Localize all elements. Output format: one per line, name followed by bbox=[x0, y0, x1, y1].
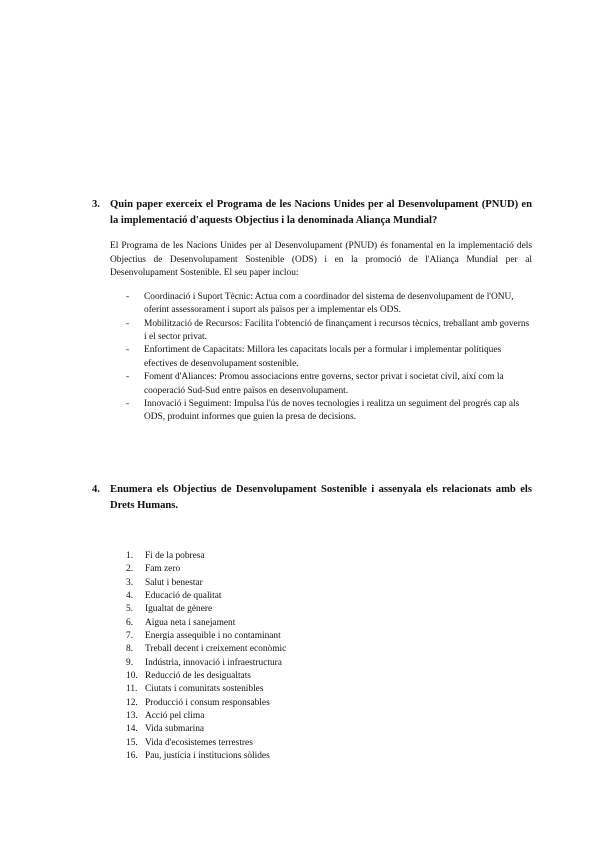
goal-number: 15. bbox=[126, 737, 138, 748]
list-item bbox=[126, 550, 286, 563]
list-item bbox=[126, 577, 286, 590]
list-item bbox=[126, 318, 532, 345]
goal-number: 10. bbox=[126, 671, 138, 682]
list-item bbox=[126, 643, 286, 656]
goal-number: 6. bbox=[126, 617, 134, 628]
list-item bbox=[126, 710, 286, 723]
question-3-number: 3. bbox=[92, 199, 100, 210]
goal-number: 3. bbox=[126, 577, 134, 588]
list-item bbox=[126, 723, 286, 736]
goal-number: 16. bbox=[126, 751, 138, 762]
goal-number: 1. bbox=[126, 551, 134, 561]
goal-label: Pau, justícia i institucions sòlides bbox=[145, 751, 270, 762]
bullet-text: Foment d'Aliances: Promou associacions entre governs, sector privat i societat civil, així com la cooperació Sud-Sud entre països en desenvolupament. bbox=[144, 372, 504, 396]
question-3-bullet-list bbox=[92, 291, 532, 425]
goal-label: Producció i consum responsables bbox=[145, 697, 270, 708]
list-item bbox=[126, 344, 532, 371]
bullet-dash: - bbox=[126, 291, 130, 302]
list-item bbox=[126, 697, 286, 710]
goal-number: 12. bbox=[126, 697, 138, 708]
bullet-text: Innovació i Seguiment: Impulsa l'ús de noves tecnologies i realitza un seguiment del progrés cap als ODS, produint informes que guien la presa de decisions. bbox=[144, 399, 520, 423]
bullet-dash: - bbox=[126, 318, 130, 329]
bullet-text: Mobilització de Recursos: Facilita l'obtenció de finançament i recursos tècnics, treballant amb governs i el sector privat. bbox=[144, 318, 530, 342]
goal-number: 7. bbox=[126, 631, 134, 642]
goal-label: Treball decent i creixement econòmic bbox=[145, 644, 287, 655]
bullet-text: Enfortiment de Capacitats: Millora les capacitats locals per a formular i implementar polítiques efectives de desenvolupament sostenible. bbox=[144, 345, 502, 369]
goal-label: Vida d'ecosistemes terrestres bbox=[145, 737, 253, 748]
sdg-list bbox=[126, 550, 286, 764]
list-item bbox=[126, 371, 532, 398]
goal-label: Fam zero bbox=[145, 564, 181, 575]
list-item bbox=[126, 291, 532, 318]
list-item bbox=[126, 737, 286, 750]
goal-label: Salut i benestar bbox=[145, 577, 203, 588]
question-4-heading bbox=[92, 482, 532, 513]
list-item bbox=[126, 563, 286, 576]
question-4 bbox=[92, 482, 532, 513]
goal-number: 2. bbox=[126, 564, 134, 575]
goal-label: Ciutats i comunitats sostenibles bbox=[145, 684, 264, 695]
list-item bbox=[126, 630, 286, 643]
goal-label: Acció pel clima bbox=[145, 711, 205, 722]
list-item bbox=[126, 603, 286, 616]
list-item bbox=[126, 657, 286, 670]
bullet-text: Coordinació i Suport Tècnic: Actua com a coordinador del sistema de desenvolupament de l'ONU, oferint assessorament i suport als països per a implementar els ODS. bbox=[144, 291, 514, 316]
goal-label: Indústria, innovació i infraestructura bbox=[145, 657, 282, 668]
bullet-dash: - bbox=[126, 345, 130, 356]
question-3-title: Quin paper exerceix el Programa de les Nacions Unides per al Desenvolupament (PNUD) en la implementació d'aquests Objectius i la denominada Aliança Mundial? bbox=[110, 199, 532, 226]
goal-label: Fi de la pobresa bbox=[145, 551, 205, 561]
goal-label: Energia assequible i no contaminant bbox=[145, 631, 281, 642]
goal-number: 11. bbox=[126, 684, 138, 695]
goal-label: Reducció de les desigualtats bbox=[145, 671, 251, 682]
question-3-answer-intro: El Programa de les Nacions Unides per al Desenvolupament (PNUD) és fonamental en la implementació dels Objectius de Desenvolupament Sostenible (ODS) i en la promoció de l'Aliança Mundial per al Desenvolupament Sostenible. El seu paper inclou: bbox=[110, 241, 532, 279]
list-item bbox=[126, 750, 286, 763]
question-4-title: Enumera els Objectius de Desenvolupament Sostenible i assenyala els relacionats amb els Drets Humans. bbox=[110, 484, 532, 511]
goal-label: Vida submarina bbox=[145, 724, 205, 735]
goal-number: 14. bbox=[126, 724, 138, 735]
list-item bbox=[126, 590, 286, 603]
question-3-heading bbox=[92, 197, 532, 228]
goal-number: 5. bbox=[126, 604, 134, 615]
goal-number: 4. bbox=[126, 591, 134, 602]
question-3 bbox=[92, 197, 532, 425]
goal-number: 9. bbox=[126, 657, 134, 668]
goal-label: Igualtat de gènere bbox=[145, 604, 213, 615]
list-item bbox=[126, 683, 286, 696]
list-item bbox=[126, 617, 286, 630]
bullet-dash: - bbox=[126, 372, 130, 383]
goal-number: 13. bbox=[126, 711, 138, 722]
list-item bbox=[126, 670, 286, 683]
goal-label: Educació de qualitat bbox=[145, 591, 222, 602]
bullet-dash: - bbox=[126, 399, 130, 410]
goal-number: 8. bbox=[126, 644, 134, 655]
question-4-number: 4. bbox=[92, 484, 100, 495]
goal-label: Aigua neta i sanejament bbox=[145, 617, 236, 628]
list-item bbox=[126, 398, 532, 425]
